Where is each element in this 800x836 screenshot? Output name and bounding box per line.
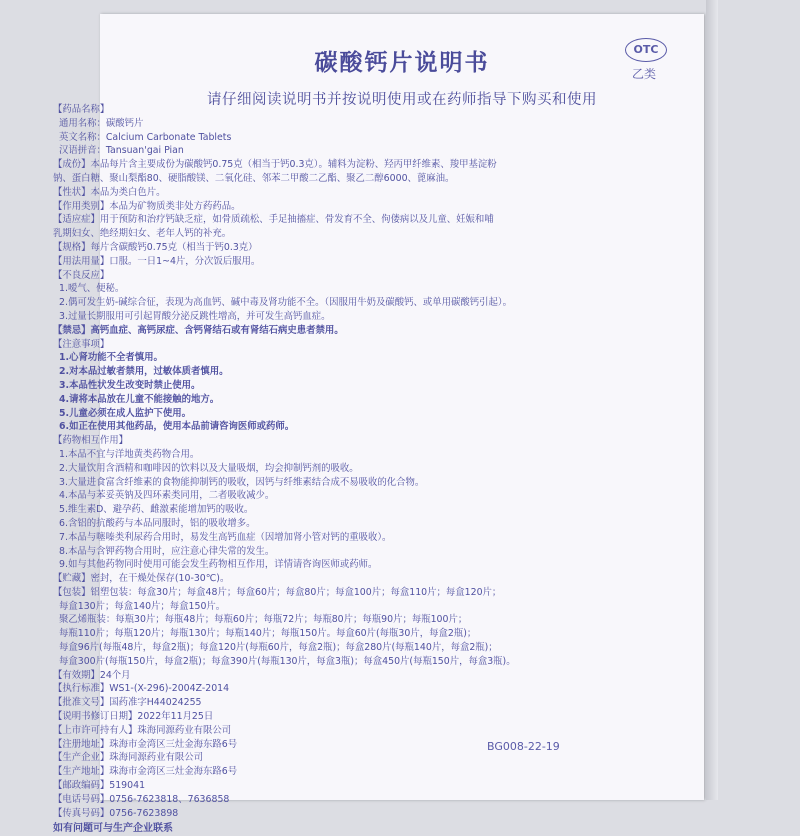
otc-category: 乙类 [632, 67, 657, 81]
leaflet-line: 2.偶可发生奶-碱综合征，表现为高血钙、碱中毒及肾功能不全。（因服用牛奶及碳酸钙、或单用碳酸钙引起）。 [59, 297, 512, 309]
leaflet-line: 6.如正在使用其他药品，使用本品前请咨询医师或药师。 [59, 421, 295, 433]
leaflet-line: 英文名称：Calcium Carbonate Tablets [59, 131, 232, 143]
leaflet-line: 【电话号码】0756-7623818、7636858 [53, 793, 230, 805]
leaflet-line: 7.本品与噻嗪类利尿药合用时，易发生高钙血症（因增加肾小管对钙的重吸收）。 [59, 531, 392, 543]
leaflet-line: 聚乙烯瓶装：每瓶30片；每瓶48片；每瓶60片；每瓶72片；每瓶80片；每瓶90片；每瓶100片； [59, 614, 468, 626]
leaflet-line: 钠、蛋白糖、聚山梨酯80、硬脂酸镁、二氧化硅、邻苯二甲酸二乙酯、聚乙二醇6000、蓖麻油。 [53, 172, 455, 184]
leaflet-line: 【有效期】24个月 [53, 669, 131, 681]
leaflet-line: 【性状】本品为类白色片。 [53, 186, 166, 198]
leaflet-line: 8.本品与含钾药物合用时，应注意心律失常的发生。 [59, 545, 275, 557]
leaflet-line: 【上市许可持有人】珠海同源药业有限公司 [53, 724, 232, 736]
leaflet-line: 【注意事项】 [53, 338, 110, 350]
leaflet-body [53, 103, 590, 836]
leaflet-line: 汉语拼音：Tansuan'gai Pian [59, 145, 184, 157]
leaflet-line: 2.对本品过敏者禁用，过敏体质者慎用。 [59, 366, 229, 378]
leaflet-line: 【作用类别】本品为矿物质类非处方药药品。 [53, 200, 241, 212]
leaflet-line: 【生产企业】珠海同源药业有限公司 [53, 752, 204, 764]
leaflet-line: 【不良反应】 [53, 269, 110, 281]
leaflet-line: 通用名称：碳酸钙片 [59, 117, 144, 129]
leaflet-line: 【批准文号】国药准字H44024255 [53, 697, 202, 709]
leaflet-line: 【用法用量】口服。一日1~4片，分次饭后服用。 [53, 255, 261, 267]
leaflet-line: 每盒130片；每盒140片；每盒150片。 [59, 600, 226, 612]
document-code: BG008-22-19 [487, 740, 560, 753]
leaflet-line: 【传真号码】0756-7623898 [53, 807, 179, 819]
leaflet-line: 【适应症】用于预防和治疗钙缺乏症，如骨质疏松、手足抽搐症、骨发育不全、佝偻病以及儿童、妊娠和哺 [53, 214, 494, 226]
leaflet-line: 4.请将本品放在儿童不能接触的地方。 [59, 393, 220, 405]
leaflet-subtitle: 请仔细阅读说明书并按说明使用或在药师指导下购买和使用 [207, 92, 597, 108]
otc-badge: OTC [625, 38, 667, 62]
leaflet-line: 【说明书修订日期】2022年11月25日 [53, 711, 214, 723]
page-edge [706, 0, 718, 800]
leaflet-line: 【药品名称】 [53, 104, 110, 115]
leaflet-line: 1.本品不宜与洋地黄类药物合用。 [59, 448, 200, 460]
leaflet-line: 9.如与其他药物同时使用可能会发生药物相互作用，详情请咨询医师或药师。 [59, 559, 378, 571]
leaflet-line: 4.本品与苯妥英钠及四环素类同用，二者吸收减少。 [59, 490, 275, 502]
leaflet-title: 碳酸钙片说明书 [314, 50, 490, 76]
leaflet-line: 【规格】每片含碳酸钙0.75克（相当于钙0.3克） [53, 241, 258, 253]
leaflet-line: 【药物相互作用】 [53, 435, 129, 447]
leaflet-line: 1.嗳气、便秘。 [59, 283, 125, 295]
leaflet-line: 3.过量长期服用可引起胃酸分泌反跳性增高，并可发生高钙血症。 [59, 310, 331, 322]
leaflet-line: 【禁忌】高钙血症、高钙尿症、含钙肾结石或有肾结石病史患者禁用。 [53, 324, 344, 336]
leaflet-line: 【注册地址】珠海市金湾区三灶金海东路6号 [53, 738, 238, 750]
leaflet-line: 【成份】本品每片含主要成份为碳酸钙0.75克（相当于钙0.3克）。辅料为淀粉、羟丙甲纤维素、羧甲基淀粉 [53, 159, 497, 171]
leaflet-line: 每盒300片(每瓶150片，每盒2瓶)；每盒390片(每瓶130片，每盒3瓶)；每盒450片(每瓶150片，每盒3瓶)。 [59, 655, 516, 667]
leaflet-line: 【邮政编码】519041 [53, 780, 146, 792]
leaflet-line: 5.儿童必须在成人监护下使用。 [59, 407, 191, 419]
leaflet-line: 【生产地址】珠海市金湾区三灶金海东路6号 [53, 766, 238, 778]
leaflet-line: 5.维生素D、避孕药、雌激素能增加钙的吸收。 [59, 504, 254, 516]
leaflet-line: 每盒96片(每瓶48片，每盒2瓶)；每盒120片(每瓶60片，每盒2瓶)；每盒280片(每瓶140片，每盒2瓶)； [59, 642, 498, 654]
leaflet-line: 1.心肾功能不全者慎用。 [59, 352, 163, 364]
leaflet-line: 【执行标准】WS1-(X-296)-2004Z-2014 [53, 683, 230, 695]
leaflet-line: 6.含铝的抗酸药与本品同服时，铝的吸收增多。 [59, 517, 256, 529]
leaflet-line: 3.大量进食富含纤维素的食物能抑制钙的吸收，因钙与纤维素结合成不易吸收的化合物。 [59, 476, 425, 488]
leaflet-line: 乳期妇女、绝经期妇女、老年人钙的补充。 [53, 228, 232, 240]
leaflet-line: 【包装】铝塑包装：每盒30片；每盒48片；每盒60片；每盒80片；每盒100片；每盒110片；每盒120片； [53, 586, 502, 598]
contact-note: 如有问题可与生产企业联系 [53, 823, 173, 835]
leaflet-line: 2.大量饮用含酒精和咖啡因的饮料以及大量吸烟，均会抑制钙剂的吸收。 [59, 462, 359, 474]
leaflet-line: 3.本品性状发生改变时禁止使用。 [59, 379, 201, 391]
leaflet-line: 每瓶110片；每瓶120片；每瓶130片；每瓶140片；每瓶150片。每盒60片(每瓶30片，每盒2瓶)； [59, 628, 477, 640]
leaflet-line: 【贮藏】密封，在干燥处保存(10-30℃)。 [53, 573, 230, 585]
